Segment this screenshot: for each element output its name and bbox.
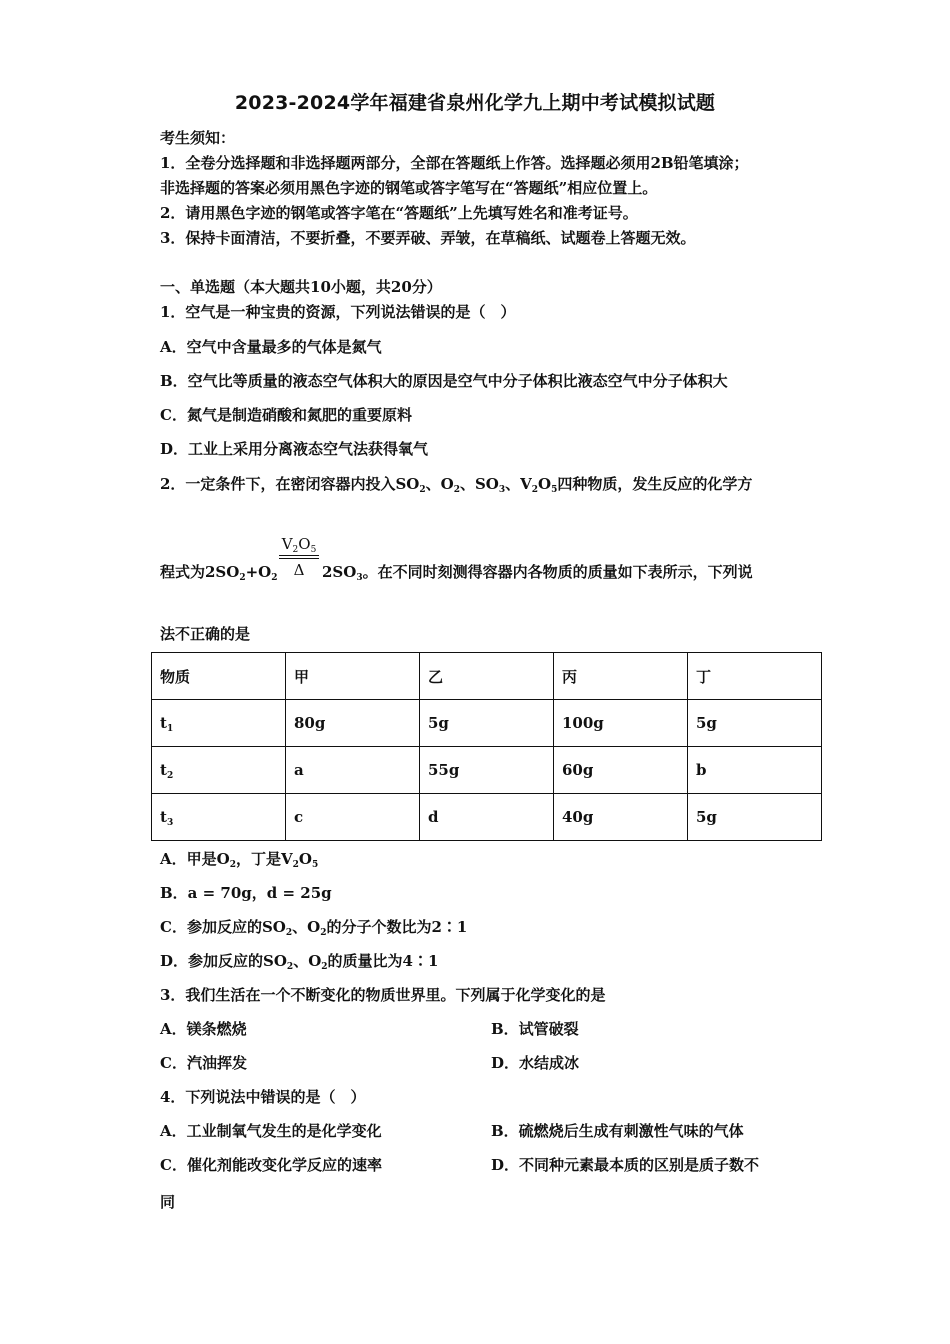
table-cell: 40g <box>554 794 688 841</box>
q2-option-a: A．甲是$O_2$，丁是$V_2O_5$ <box>160 850 319 870</box>
q4-option-d: D．不同种元素最本质的区别是质子数不 <box>491 1156 760 1174</box>
notice-item-1a: 1．全卷分选择题和非选择题两部分，全部在答题纸上作答。选择题必须用2B铅笔填涂； <box>160 154 749 172</box>
q4-option-b: B．硫燃烧后生成有刺激性气味的气体 <box>491 1122 744 1140</box>
table-cell: 5g <box>688 794 822 841</box>
q3-option-a: A．镁条燃烧 <box>160 1020 247 1038</box>
table-row <box>152 700 822 747</box>
table-header-cell: 甲 <box>286 653 420 700</box>
q3-stem: 3．我们生活在一个不断变化的物质世界里。下列属于化学变化的是 <box>160 986 606 1004</box>
table-header-row <box>152 653 822 700</box>
table-cell: 60g <box>554 747 688 794</box>
q4-option-c: C．催化剂能改变化学反应的速率 <box>160 1156 382 1174</box>
table-cell: a <box>286 747 420 794</box>
table-cell: 100g <box>554 700 688 747</box>
notice-item-3: 3．保持卡面清洁，不要折叠，不要弄破、弄皱，在草稿纸、试题卷上答题无效。 <box>160 229 696 247</box>
q2-option-b: B．a = 70g，d = 25g <box>160 884 332 902</box>
table-header-cell: 物质 <box>152 653 286 700</box>
notice-heading: 考生须知： <box>160 129 236 147</box>
mass-table <box>151 652 822 841</box>
table-header-cell: 丙 <box>554 653 688 700</box>
time-cell: $t_2$ <box>152 747 286 794</box>
reaction-condition <box>277 535 321 579</box>
q2-stem-end: 法不正确的是 <box>160 625 251 643</box>
notice-item-2: 2．请用黑色字迹的钢笔或答字笔在“答题纸”上先填写姓名和准考证号。 <box>160 204 638 222</box>
q1-option-a: A．空气中含量最多的气体是氮气 <box>160 338 382 356</box>
q3-option-c: C．汽油挥发 <box>160 1054 247 1072</box>
q1-option-c: C．氮气是制造硝酸和氮肥的重要原料 <box>160 406 412 424</box>
notice-item-1b: 非选择题的答案必须用黑色字迹的钢笔或答字笔写在“答题纸”相应位置上。 <box>160 179 658 197</box>
q3-option-d: D．水结成冰 <box>491 1054 580 1072</box>
q2-option-c: C．参加反应的$SO_2$、$O_2$的分子个数比为2∶1 <box>160 918 468 938</box>
table-cell: 5g <box>420 700 554 747</box>
q1-option-d: D．工业上采用分离液态空气法获得氧气 <box>160 440 429 458</box>
table-row <box>152 747 822 794</box>
q2-equation-left: 程式为$2SO_2+O_2$ <box>160 563 278 583</box>
q1-option-b: B．空气比等质量的液态空气体积大的原因是空气中分子体积比液态空气中分子体积大 <box>160 372 728 390</box>
table-header-cell: 乙 <box>420 653 554 700</box>
page-title: 2023-2024学年福建省泉州化学九上期中考试模拟试题 <box>234 92 716 114</box>
q4-option-a: A．工业制氧气发生的是化学变化 <box>160 1122 382 1140</box>
time-cell: $t_3$ <box>152 794 286 841</box>
q4-stem: 4．下列说法中错误的是（ ） <box>160 1088 366 1106</box>
q4-option-d-continued: 同 <box>160 1193 176 1211</box>
q2-equation-right: $2SO_3$。在不同时刻测得容器内各物质的质量如下表所示，下列说 <box>322 563 753 583</box>
equals-arrow <box>279 555 319 559</box>
catalyst-label: $V_2O_5$ <box>281 535 317 555</box>
table-cell: b <box>688 747 822 794</box>
table-cell: 80g <box>286 700 420 747</box>
table-header-cell: 丁 <box>688 653 822 700</box>
table-cell: d <box>420 794 554 841</box>
q2-stem: 2．一定条件下，在密闭容器内投入$SO_2$、$O_2$、$SO_3$、$V_2O_5$四种物质，发生反应的化学方 <box>160 475 753 495</box>
table-cell: 55g <box>420 747 554 794</box>
section-heading: 一、单选题（本大题共10小题，共20分） <box>160 278 442 296</box>
time-cell: $t_1$ <box>152 700 286 747</box>
heat-symbol: Δ <box>293 561 305 579</box>
table-cell: c <box>286 794 420 841</box>
q1-stem: 1．空气是一种宝贵的资源，下列说法错误的是（ ） <box>160 303 516 321</box>
table-cell: 5g <box>688 700 822 747</box>
q3-option-b: B．试管破裂 <box>491 1020 579 1038</box>
table-row <box>152 794 822 841</box>
q2-option-d: D．参加反应的$SO_2$、$O_2$的质量比为4∶1 <box>160 952 439 972</box>
